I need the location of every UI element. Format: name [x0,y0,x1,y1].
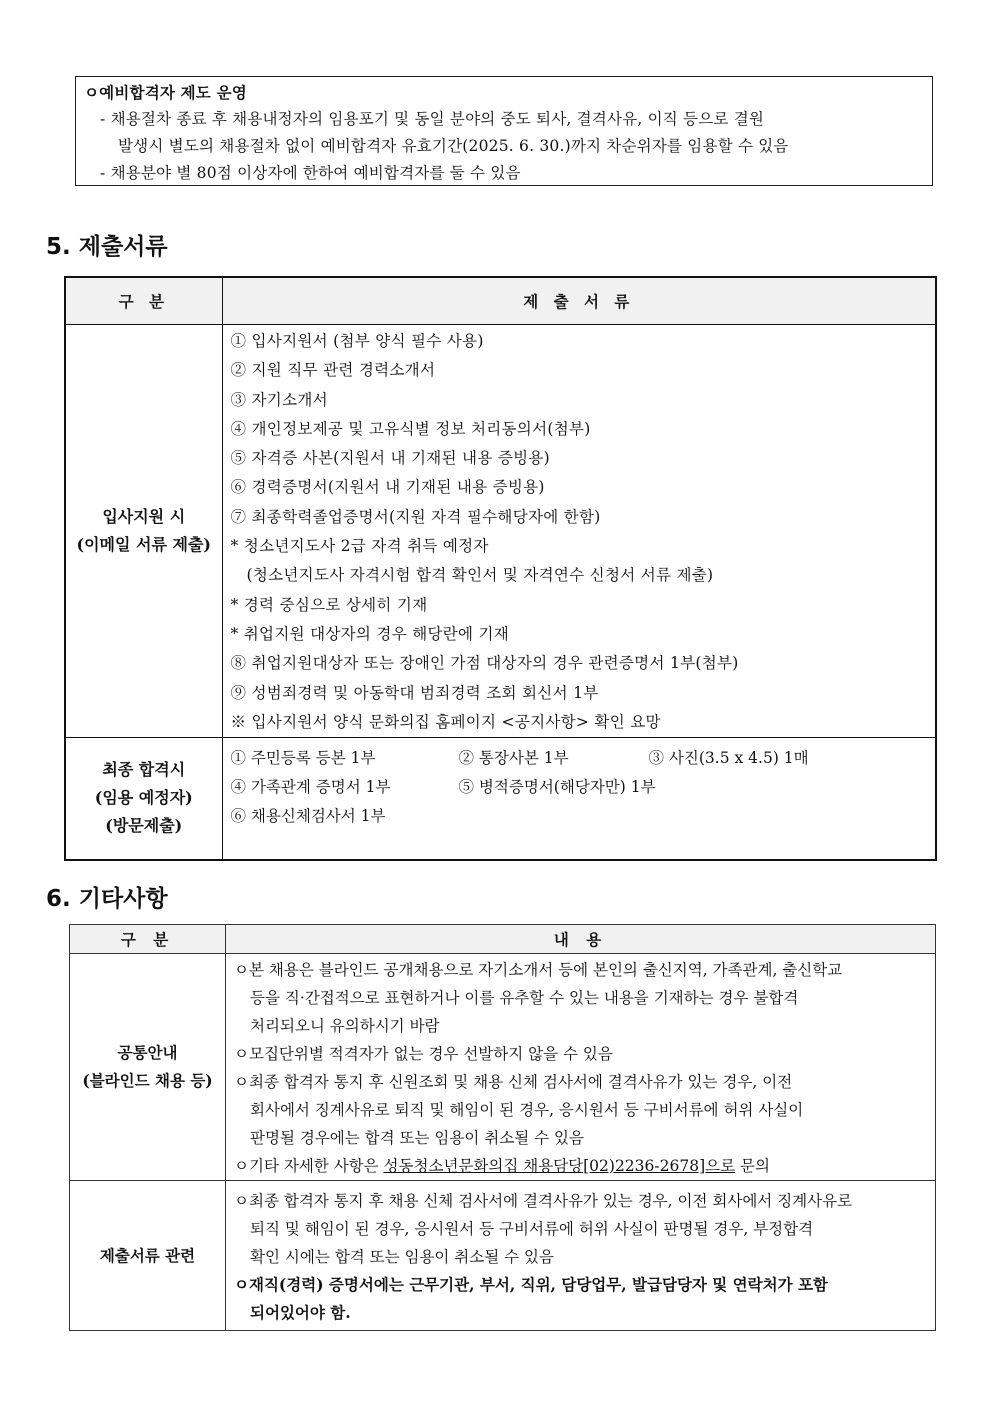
section-5-title: 5. 제출서류 [46,234,168,260]
category-apply-line-1: 입사지원 시 [102,507,186,527]
final-row-1 [231,744,936,773]
category-final-line-3: (방문제출) [105,816,183,836]
text-line: 처리되오니 유의하시기 바람 [250,1017,440,1035]
contact-prefix: ㅇ기타 자세한 사항은 [234,1157,384,1175]
doc-item: ④ 가족관계 증명서 1부 [230,778,391,797]
docs-paragraph-1 [234,1187,927,1271]
text-line: ㅇ본 채용은 블라인드 공개채용으로 자기소개서 등에 본인의 출신지역, 가족관계, 출신학교 [234,961,843,979]
text-line [234,1152,927,1180]
final-row-2 [231,773,936,802]
category-final-line-1: 최종 합격시 [102,760,186,780]
submission-documents-table [64,276,937,861]
text-line: 회사에서 징계사유로 퇴직 및 해임이 된 경우, 응시원서 등 구비서류에 허위 사실이 [250,1101,804,1119]
final-row-3 [231,802,936,831]
category-apply-line-2: (이메일 서류 제출) [76,535,211,555]
doc-item: ② 통장사본 1부 [458,749,569,768]
header-category: 구 분 [65,277,222,325]
doc-item: ⑨ 성범죄경력 및 아동학대 범죄경력 조회 회신서 1부 [230,683,599,702]
text-line: 판명될 경우에는 합격 또는 임용이 취소될 수 있음 [250,1129,584,1147]
doc-item: ⑥ 경력증명서(지원서 내 기재된 내용 증빙용) [230,478,545,497]
header-category: 구 분 [70,925,226,954]
reserve-bullet-1-line-1: - 채용절차 종료 후 채용내정자의 임용포기 및 동일 분야의 중도 퇴사, 결격사유, 이직 등으로 결원 [100,110,765,128]
category-common [70,954,226,1181]
common-paragraph-2 [234,1040,927,1068]
header-content: 내 용 [226,925,936,954]
text-line: 확인 시에는 합격 또는 임용이 취소될 수 있음 [250,1248,555,1266]
apply-documents-list [222,325,936,738]
doc-item: ④ 개인정보제공 및 고유식별 정보 처리동의서(첨부) [230,419,591,438]
doc-item: ⑦ 최종학력졸업증명서(지원 자격 필수해당자에 한함) [230,507,601,526]
doc-notice: ※ 입사지원서 양식 문화의집 홈페이지 <공지사항> 확인 요망 [230,712,661,731]
category-common-line-1: 공통안내 [117,1043,178,1062]
doc-item: ① 주민등록 등본 1부 [230,749,376,768]
common-content [226,954,936,1181]
reserve-bullet-2: - 채용분야 별 80점 이상자에 한하여 예비합격자를 둘 수 있음 [100,164,521,182]
doc-item: ⑤ 병적증명서(해당자만) 1부 [458,778,656,797]
doc-item: ⑧ 취업지원대상자 또는 장애인 가점 대상자의 경우 관련증명서 1부(첨부) [230,654,739,673]
doc-item: ③ 자기소개서 [230,390,328,409]
doc-item: ① 입사지원서 (첨부 양식 필수 사용) [230,332,484,350]
contact-suffix: 문의 [735,1157,770,1175]
category-docs: 제출서류 관련 [70,1181,226,1331]
doc-item: ⑤ 자격증 사본(지원서 내 기재된 내용 증빙용) [230,449,550,468]
text-line: ㅇ최종 합격자 통지 후 채용 신체 검사서에 결격사유가 있는 경우, 이전 회사에서 징계사유로 [234,1192,853,1210]
category-common-line-2: (블라인드 채용 등) [82,1071,213,1090]
final-documents-list [222,738,936,860]
doc-note: * 취업지원 대상자의 경우 해당란에 기재 [230,624,510,643]
header-documents: 제 출 서 류 [222,277,936,325]
text-line: 되어있어야 함. [250,1303,351,1322]
category-final [65,738,222,860]
text-line: ㅇ모집단위별 적격자가 없는 경우 선발하지 않을 수 있음 [234,1045,613,1063]
table-row-apply [65,325,936,738]
table-header-row [65,277,936,325]
table-row-final [65,738,936,860]
common-paragraph-1 [234,956,927,1040]
category-apply [65,325,222,738]
reserve-bullet-1-line-2: 발생시 별도의 채용절차 없이 예비합격자 유효기간(2025. 6. 30.)까지 차순위자를 임용할 수 있음 [118,137,789,155]
doc-item: ② 지원 직무 관련 경력소개서 [230,361,436,380]
common-paragraph-4 [234,1152,927,1180]
reserve-candidate-box [75,76,933,186]
text-line: ㅇ재직(경력) 증명서에는 근무기관, 부서, 직위, 담당업무, 발급담당자 및 연락처가 포함 [234,1275,828,1294]
table-header-row [70,925,936,954]
docs-content [226,1181,936,1331]
table-row-docs [70,1181,936,1331]
contact-info: 성동청소년문화의집 채용담당[02)2236-2678]으로 [383,1157,736,1175]
category-final-line-2: (임용 예정자) [94,788,193,808]
doc-note-detail: (청소년지도사 자격시험 합격 확인서 및 자격연수 신청서 서류 제출) [246,566,714,585]
table-row-common [70,954,936,1181]
section-6-title: 6. 기타사항 [46,886,168,912]
doc-item: ③ 사진(3.5 x 4.5) 1매 [648,749,809,768]
text-line: 등을 직·간접적으로 표현하거나 이를 유추할 수 있는 내용을 기재하는 경우 불합격 [250,989,799,1007]
text-line: ㅇ최종 합격자 통지 후 신원조회 및 채용 신체 검사서에 결격사유가 있는 경우, 이전 [234,1073,793,1091]
doc-note: * 경력 중심으로 상세히 기재 [230,595,428,614]
other-matters-table [69,924,936,1331]
doc-note: * 청소년지도사 2급 자격 취득 예정자 [230,537,489,556]
doc-item: ⑥ 채용신체검사서 1부 [230,807,386,826]
text-line: 퇴직 및 해임이 된 경우, 응시원서 등 구비서류에 허위 사실이 판명될 경우, 부정합격 [250,1220,814,1238]
common-paragraph-3 [234,1068,927,1152]
docs-paragraph-2 [234,1271,927,1327]
reserve-title: ㅇ예비합격자 제도 운영 [84,83,247,102]
